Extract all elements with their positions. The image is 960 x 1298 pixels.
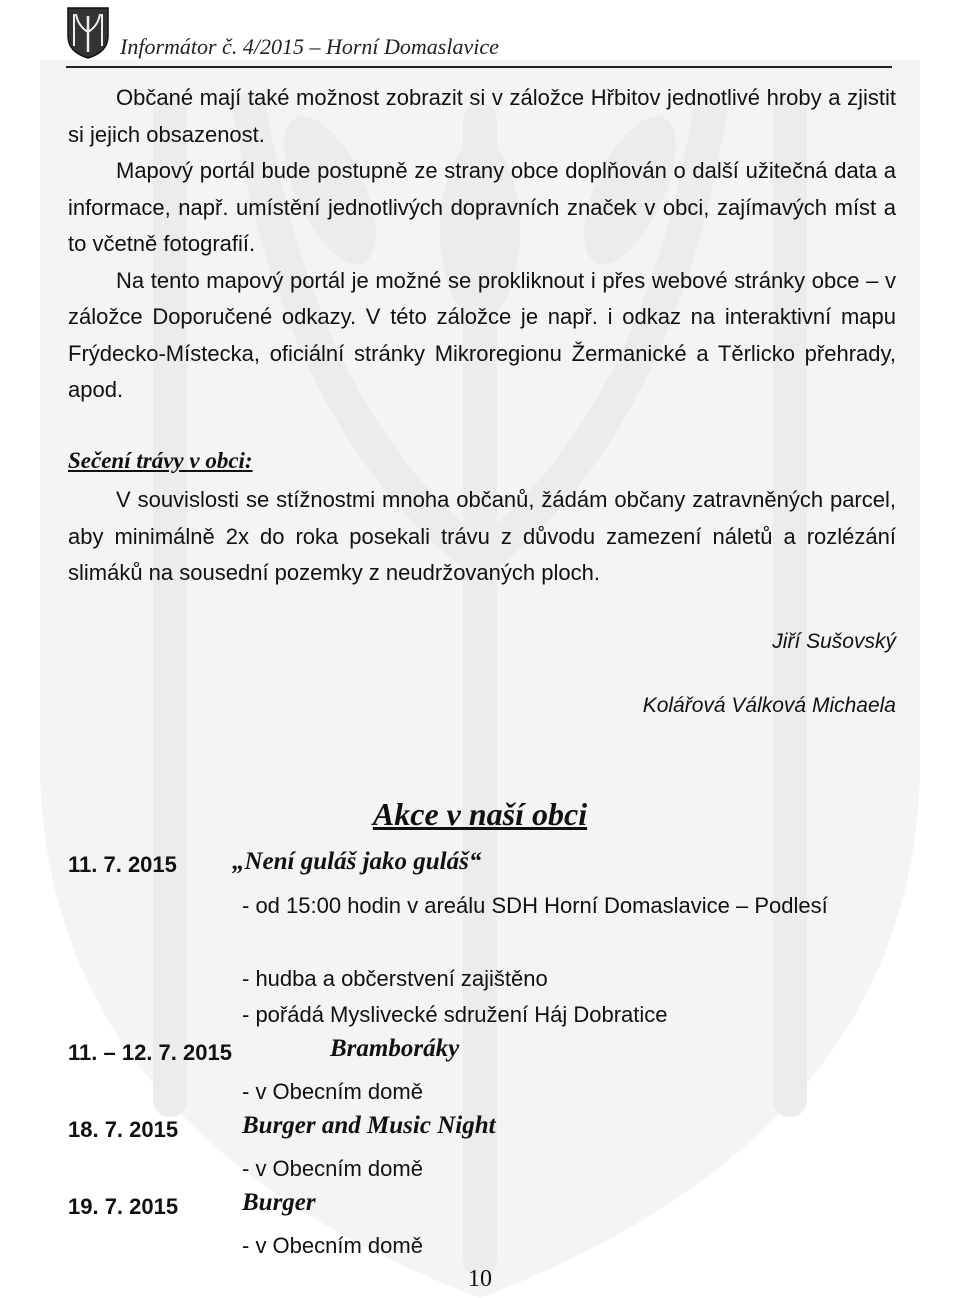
paragraph: Mapový portál bude postupně ze strany obce doplňován o další užitečná data a informace, např. umístění jednotlivých dopravních značek v obci, zajímavých míst a to včetně fotografií.: [68, 158, 896, 256]
event-detail: - v Obecním domě: [242, 1079, 423, 1104]
event-date: 19. 7. 2015: [68, 1194, 179, 1219]
paragraph: Na tento mapový portál je možné se prokliknout i přes webové stránky obce – v záložce Doporučené odkazy. V této záložce je např. i odkaz na interaktivní mapu Frýdecko-Místecka, oficiální stránky Mikroregionu Žermanické a Těrlicko přehrady, apod.: [68, 267, 896, 402]
signature: Kolářová Válková Michaela: [642, 694, 896, 717]
event-detail: - v Obecním domě: [242, 1233, 423, 1258]
event-name: Bramboráky: [330, 1035, 460, 1062]
event-date: 11. 7. 2015: [68, 852, 177, 877]
header-divider: [66, 66, 892, 68]
article-text: [68, 80, 896, 409]
event-detail: - hudba a občerstvení zajištěno: [242, 966, 548, 991]
header-title: Informátor č. 4/2015 – Horní Domaslavice: [120, 34, 499, 59]
event-detail: - pořádá Myslivecké sdružení Háj Dobratice: [242, 1002, 668, 1027]
grass-section: [68, 443, 896, 592]
event-name: „Není guláš jako guláš“: [232, 848, 482, 875]
page-number: 10: [468, 1266, 492, 1292]
event-date: 11. – 12. 7. 2015: [68, 1040, 232, 1065]
signature: Jiří Sušovský: [772, 630, 896, 653]
coat-of-arms-icon: [66, 6, 110, 60]
section-body: V souvislosti se stížnostmi mnoha občanů, žádám občany zatravněných parcel, aby minimálně 2x do roka posekali trávu z důvodu zamezení náletů a rozlézání slimáků na sousední pozemky z neudržovaných ploch.: [68, 487, 896, 585]
paragraph: Občané mají také možnost zobrazit si v záložce Hřbitov jednotlivé hroby a zjistit si jejich obsazenost.: [68, 85, 896, 147]
event-name: Burger and Music Night: [242, 1112, 496, 1139]
events-title: Akce v naší obci: [372, 796, 588, 832]
signatures: [68, 627, 896, 721]
section-heading: Sečení trávy v obci:: [68, 448, 253, 473]
event-detail: - od 15:00 hodin v areálu SDH Horní Domaslavice – Podlesí: [242, 893, 828, 918]
event-detail: - v Obecním domě: [242, 1156, 423, 1181]
event-name: Burger: [242, 1189, 316, 1216]
page-header: [66, 6, 926, 66]
event-date: 18. 7. 2015: [68, 1117, 179, 1142]
